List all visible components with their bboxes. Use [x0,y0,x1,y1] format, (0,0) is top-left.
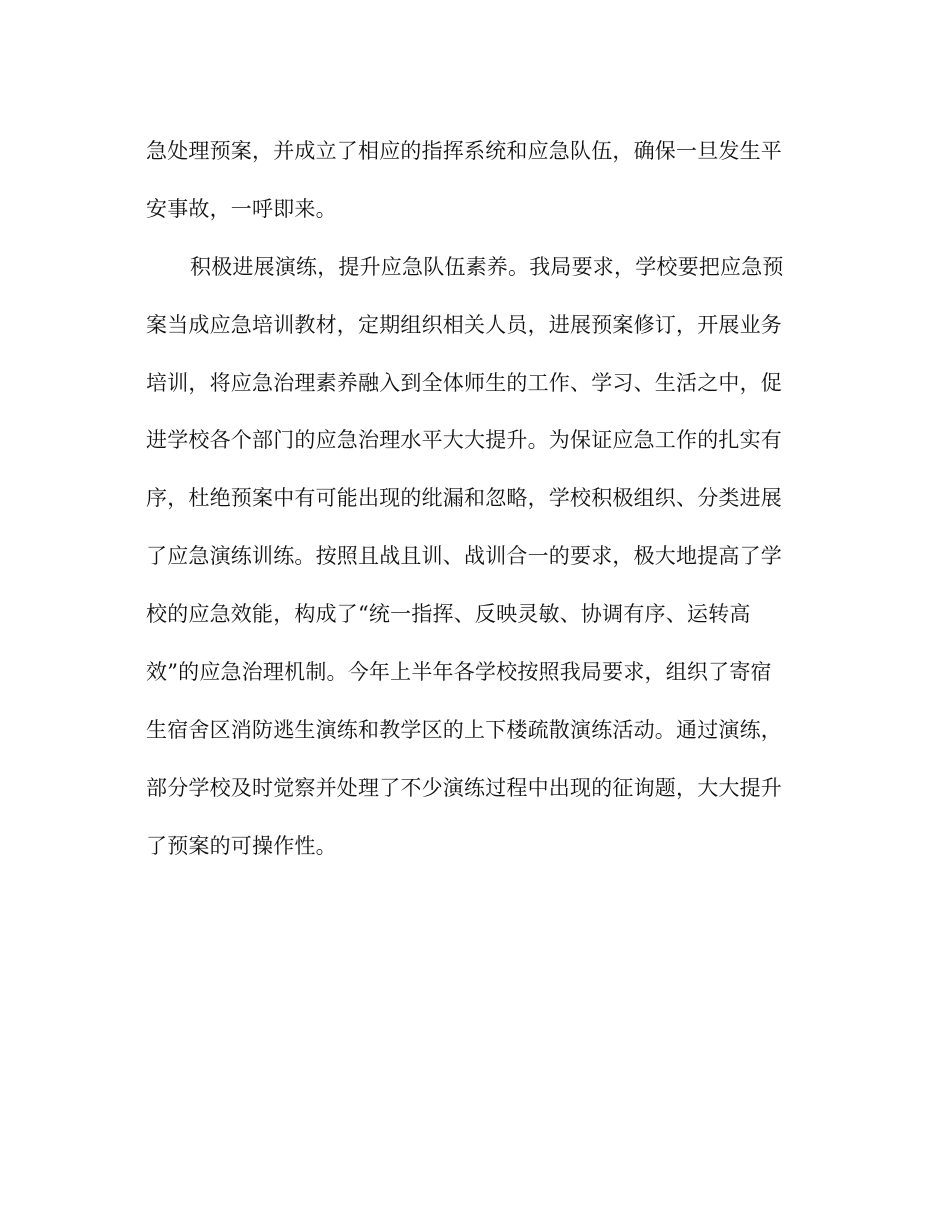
text-line: 案当成应急培训教材，定期组织相关人员，进展预案修订，开展业务 [146,312,782,337]
text-line: 了预案的可操作性。 [146,833,337,858]
text-line: 部分学校及时觉察并处理了不少演练过程中出现的征询题，大大提升 [146,775,782,800]
text-line: 校的应急效能，构成了“统一指挥、反映灵敏、协调有序、运转高 [146,602,751,627]
paragraph-start-line: 积极进展演练，提升应急队伍素养。我局要求，学校要把应急预 [190,254,784,279]
text-line: 安事故，一呼即来。 [146,196,337,221]
text-line: 效”的应急治理机制。今年上半年各学校按照我局要求，组织了寄宿 [146,660,772,685]
text-line: 进学校各个部门的应急治理水平大大提升。为保证应急工作的扎实有 [146,428,782,453]
text-line: 了应急演练训练。按照且战且训、战训合一的要求，极大地提高了学 [146,544,782,569]
document-body [146,123,806,876]
text-line: 生宿舍区消防逃生演练和教学区的上下楼疏散演练活动。通过演练， [146,717,782,742]
text-line: 培训，将应急治理素养融入到全体师生的工作、学习、生活之中，促 [146,370,782,395]
text-line: 序，杜绝预案中有可能出现的纰漏和忽略，学校积极组织、分类进展 [146,486,782,511]
text-line: 急处理预案，并成立了相应的指挥系统和应急队伍，确保一旦发生平 [146,139,782,163]
